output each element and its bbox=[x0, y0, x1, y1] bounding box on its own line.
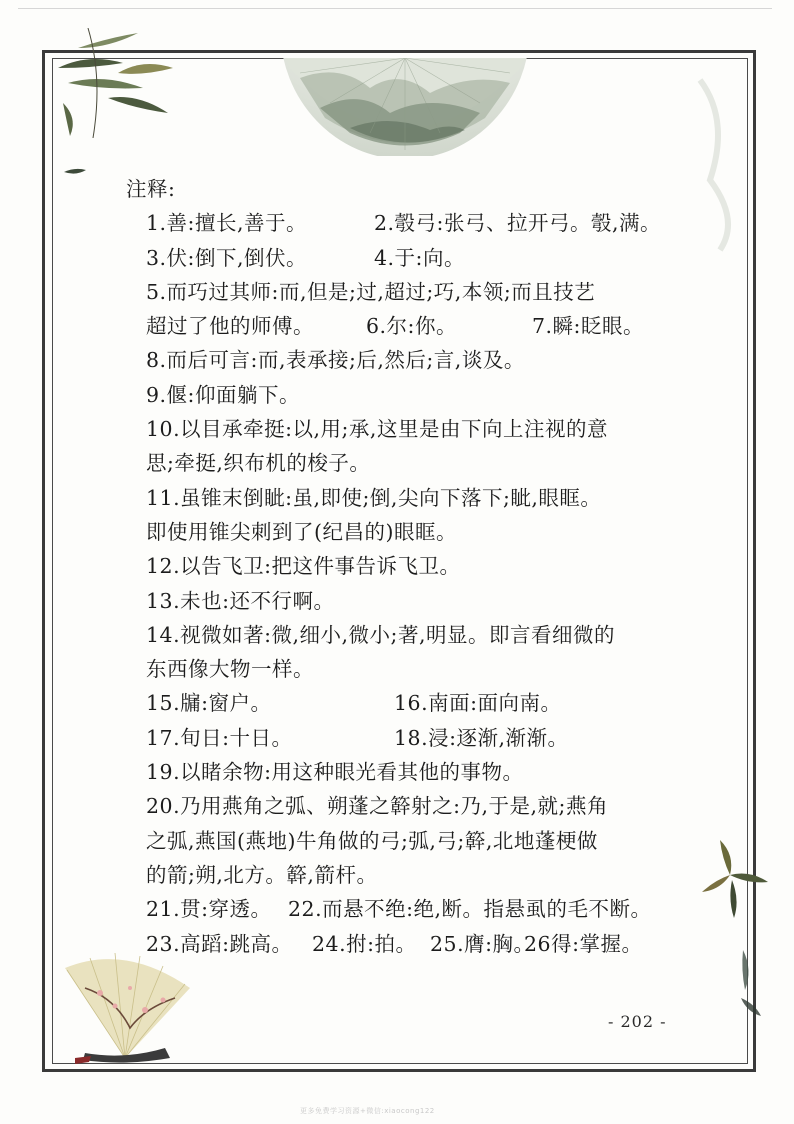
annotation-line bbox=[122, 618, 700, 652]
annotation-line bbox=[122, 309, 700, 343]
annotation-item: 14.视微如著:微,细小,微小;著,明显。即言看细微的 bbox=[146, 622, 615, 647]
annotation-item: 23.高蹈:跳高。 bbox=[146, 931, 293, 956]
annotation-item: 17.旬日:十日。 bbox=[146, 725, 293, 750]
annotation-line bbox=[122, 515, 700, 549]
annotation-line bbox=[122, 652, 700, 686]
annotation-line bbox=[122, 721, 700, 755]
annotation-item: 16.南面:面向南。 bbox=[394, 691, 562, 716]
annotation-line bbox=[122, 206, 700, 240]
annotation-line bbox=[122, 378, 700, 412]
ink-stroke-decoration-right bbox=[735, 940, 765, 1020]
annotation-item: 6.尔:你。 bbox=[366, 314, 457, 339]
annotation-text: 即使用锥尖刺到了(纪昌的)眼眶。 bbox=[146, 519, 457, 544]
annotation-line bbox=[122, 241, 700, 275]
annotation-item: 1.善:擅长,善于。 bbox=[146, 211, 307, 236]
annotation-item: 24.拊:拍。 bbox=[312, 931, 417, 956]
page-number: - 202 - bbox=[608, 1012, 667, 1031]
annotations-section bbox=[122, 172, 700, 961]
landscape-fan-illustration bbox=[280, 58, 530, 156]
annotation-item: 12.以告飞卫:把这件事告诉飞卫。 bbox=[146, 554, 461, 579]
annotations-heading: 注释: bbox=[126, 177, 176, 201]
annotation-item: 9.偃:仰面躺下。 bbox=[146, 382, 300, 407]
annotation-text: 之弧,燕国(燕地)牛角做的弓;弧,弓;簳,北地蓬梗做 bbox=[146, 828, 598, 853]
annotation-item: 5.而巧过其师:而,但是;过,超过;巧,本领;而且技艺 bbox=[146, 279, 596, 304]
annotation-line bbox=[122, 446, 700, 480]
ink-stroke-decoration bbox=[60, 162, 90, 192]
annotation-line bbox=[122, 824, 700, 858]
annotation-item: 2.彀弓:张弓、拉开弓。彀,满。 bbox=[374, 211, 661, 236]
annotation-line bbox=[122, 343, 700, 377]
annotation-item: 8.而后可言:而,表承接;后,然后;言,谈及。 bbox=[146, 348, 525, 373]
annotation-line bbox=[122, 275, 700, 309]
annotation-item: 7.瞬:眨眼。 bbox=[532, 314, 644, 339]
annotation-line bbox=[122, 481, 700, 515]
annotation-line bbox=[122, 584, 700, 618]
annotation-line bbox=[122, 858, 700, 892]
annotation-item: 25.膺:胸。 bbox=[430, 931, 535, 956]
annotation-line bbox=[122, 549, 700, 583]
annotation-item: 18.浸:逐渐,渐渐。 bbox=[394, 725, 569, 750]
annotation-line bbox=[122, 789, 700, 823]
annotation-line bbox=[122, 412, 700, 446]
annotation-text: 超过了他的师傅。 bbox=[146, 314, 314, 339]
annotation-item: 22.而悬不绝:绝,断。指悬虱的毛不断。 bbox=[288, 897, 652, 922]
annotation-item: 15.牖:窗户。 bbox=[146, 691, 272, 716]
annotation-item: 11.虽锥末倒眦:虽,即使;倒,尖向下落下;眦,眼眶。 bbox=[146, 485, 602, 510]
plum-blossom-fan-illustration bbox=[55, 948, 195, 1068]
annotation-item: 13.未也:还不行啊。 bbox=[146, 588, 335, 613]
annotation-item: 26得:掌握。 bbox=[524, 931, 643, 956]
annotation-text: 的箭;朔,北方。簳,箭杆。 bbox=[146, 862, 378, 887]
annotation-item: 3.伏:倒下,倒伏。 bbox=[146, 245, 307, 270]
annotation-item: 4.于:向。 bbox=[374, 245, 465, 270]
annotation-item: 21.贯:穿透。 bbox=[146, 897, 272, 922]
annotation-line bbox=[122, 755, 700, 789]
annotation-item: 19.以睹余物:用这种眼光看其他的事物。 bbox=[146, 760, 524, 785]
annotation-item: 20.乃用燕角之弧、朔蓬之簳射之:乃,于是,就;燕角 bbox=[146, 794, 608, 819]
page-edge bbox=[18, 8, 772, 9]
annotation-line bbox=[122, 892, 700, 926]
bamboo-sprig-decoration bbox=[690, 830, 770, 920]
annotation-line bbox=[122, 686, 700, 720]
annotation-line bbox=[122, 927, 700, 961]
bamboo-leaves-decoration bbox=[48, 28, 178, 138]
annotation-text: 思;牵挺,织布机的梭子。 bbox=[146, 451, 371, 476]
watermark-text: 更多免费学习资源+微信:xiaocong122 bbox=[300, 1107, 435, 1115]
annotation-text: 东西像大物一样。 bbox=[146, 657, 314, 682]
annotation-item: 10.以目承牵挺:以,用;承,这里是由下向上注视的意 bbox=[146, 417, 608, 442]
